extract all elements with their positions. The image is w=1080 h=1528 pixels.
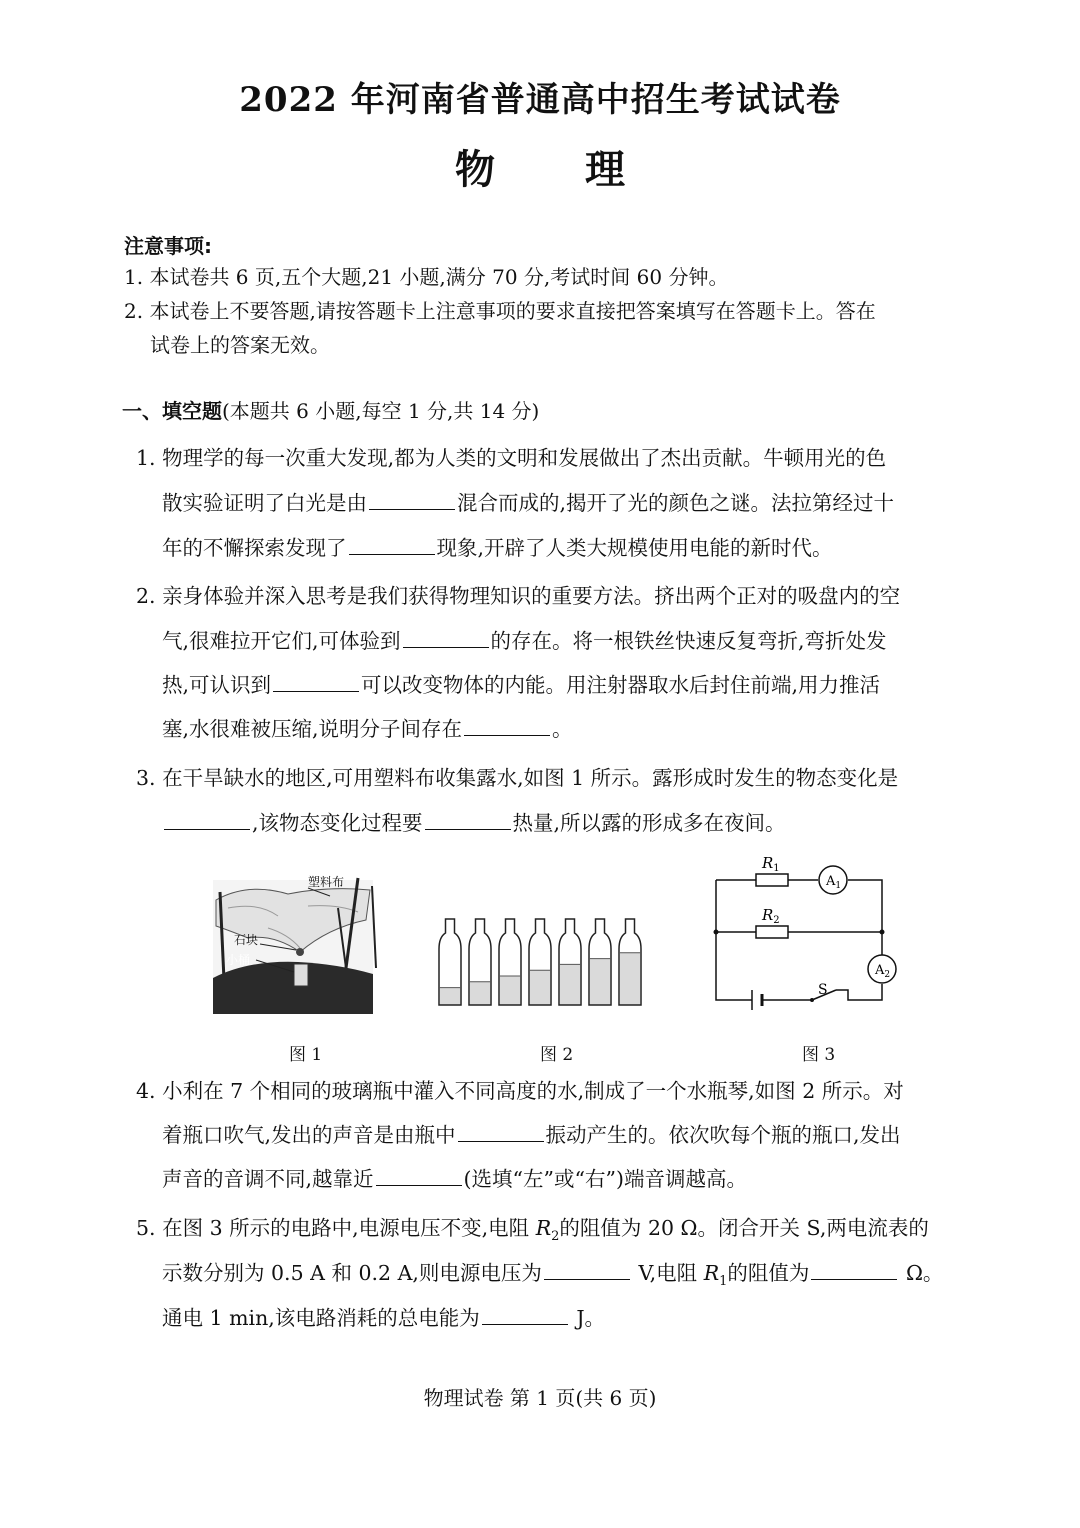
- junction-dot: [880, 930, 885, 935]
- q4-text: 声音的音调不同,越靠近: [162, 1167, 374, 1191]
- answer-blank: [376, 1184, 462, 1186]
- notice-item-1: 1. 本试卷共 6 页,五个大题,21 小题,满分 70 分,考试时间 60 分钟。: [124, 265, 729, 289]
- q2-line-4: [162, 712, 573, 742]
- q1-line-2: [162, 486, 894, 516]
- q4-line-2: [162, 1118, 901, 1148]
- q5-text: J。: [569, 1306, 606, 1330]
- q5-symbol-r: R: [703, 1261, 720, 1285]
- bottle-water: [440, 988, 460, 1005]
- q1-text: 混合而成的,揭开了光的颜色之谜。法拉第经过十: [457, 491, 895, 515]
- q5-text: 通电 1 min,该电路消耗的总电能为: [162, 1306, 480, 1330]
- q2-text: 气,很难拉开它们,可体验到: [162, 629, 401, 653]
- fig1-label-stone: 石块: [234, 933, 259, 947]
- fig1-bucket: [294, 964, 308, 986]
- figure-1-dew-collector: [208, 868, 378, 1018]
- section-info: (本题共 6 小题,每空 1 分,共 14 分): [222, 399, 540, 423]
- circuit-wire: [716, 880, 882, 966]
- q2-line-2: [162, 624, 887, 654]
- exam-title: 2022 年河南省普通高中招生考试试卷: [239, 80, 841, 120]
- q2-line-1: 2. 亲身体验并深入思考是我们获得物理知识的重要方法。挤出两个正对的吸盘内的空: [136, 584, 901, 608]
- q2-text: 可以改变物体的内能。用注射器取水后封住前端,用力推活: [361, 673, 881, 697]
- q2-text: 的存在。将一根铁丝快速反复弯折,弯折处发: [490, 629, 887, 653]
- q2-text: 塞,水很难被压缩,说明分子间存在: [162, 717, 463, 741]
- notice-heading: 注意事项:: [124, 234, 212, 258]
- q5-text: 示数分别为 0.5 A 和 0.2 A,则电源电压为: [162, 1261, 542, 1285]
- fig1-stone: [296, 948, 304, 956]
- q5-text: Ω。: [899, 1261, 944, 1285]
- answer-blank: [811, 1278, 897, 1280]
- q4-text: (选填“左”或“右”)端音调越高。: [463, 1167, 747, 1191]
- figure-3-circuit: [708, 848, 898, 1013]
- section-title: 一、填空题: [122, 399, 222, 423]
- notice-item-2: 2. 本试卷上不要答题,请按答题卡上注意事项的要求直接把答案填写在答题卡上。答在: [124, 299, 876, 323]
- q1-text: 散实验证明了白光是由: [162, 491, 367, 515]
- notice-item-2-cont: 试卷上的答案无效。: [150, 333, 330, 357]
- fig1-label-bucket: 小桶: [226, 953, 251, 967]
- figure-1-caption: 图 1: [289, 1045, 323, 1065]
- q5-symbol-r: R: [535, 1216, 552, 1240]
- answer-blank: [349, 553, 435, 555]
- q2-line-3: [162, 668, 880, 698]
- q5-line-1: [136, 1211, 929, 1244]
- q4-text: 振动产生的。依次吹每个瓶的瓶口,发出: [545, 1123, 901, 1147]
- q5-text: V,电阻: [631, 1261, 704, 1285]
- label-switch: S: [818, 982, 828, 998]
- answer-blank: [464, 734, 550, 736]
- q3-text: 热量,所以露的形成多在夜间。: [512, 811, 786, 835]
- figure-3-caption: 图 3: [802, 1045, 836, 1065]
- label-r1: $R_1$: [762, 854, 780, 874]
- circuit-wire: [716, 880, 882, 1000]
- q4-line-3: [162, 1162, 747, 1192]
- answer-blank: [403, 646, 489, 648]
- q5-line-2: [162, 1256, 943, 1289]
- q1-text: 年的不懈探索发现了: [162, 536, 347, 560]
- label-a1: $A_1$: [826, 874, 842, 891]
- answer-blank: [369, 508, 455, 510]
- q4-text: 着瓶口吹气,发出的声音是由瓶中: [162, 1123, 456, 1147]
- q1-line-1: 1. 物理学的每一次重大发现,都为人类的文明和发展做出了杰出贡献。牛顿用光的色: [136, 446, 887, 470]
- q5-subscript: 1: [719, 1274, 728, 1290]
- bottle-water: [500, 976, 520, 1005]
- figure-2-caption: 图 2: [540, 1045, 574, 1065]
- resistor-r1: [756, 874, 788, 886]
- figure-2-water-bottles: [436, 915, 648, 1011]
- q1-line-3: [162, 531, 833, 561]
- q3-line-2: [162, 806, 786, 836]
- fig1-ground: [213, 962, 373, 1014]
- section-heading: [122, 396, 539, 426]
- bottle-water: [560, 964, 580, 1005]
- junction-dot: [714, 930, 719, 935]
- answer-blank: [164, 828, 250, 830]
- answer-blank: [544, 1278, 630, 1280]
- bottle-water: [590, 959, 610, 1005]
- resistor-r2: [756, 926, 788, 938]
- q5-subscript: 2: [551, 1229, 560, 1245]
- fig1-label-cloth: 塑料布: [308, 875, 345, 889]
- switch-contact: [810, 998, 814, 1002]
- answer-blank: [482, 1323, 568, 1325]
- q5-text: 5. 在图 3 所示的电路中,电源电压不变,电阻: [136, 1216, 536, 1240]
- q3-line-1: 3. 在干旱缺水的地区,可用塑料布收集露水,如图 1 所示。露形成时发生的物态变化是: [136, 766, 899, 790]
- page-footer: 物理试卷 第 1 页(共 6 页): [423, 1386, 657, 1410]
- q5-text: 的阻值为 20 Ω。闭合开关 S,两电流表的: [559, 1216, 929, 1240]
- label-a2: $A_2$: [875, 963, 891, 980]
- label-r2: $R_2$: [762, 906, 780, 926]
- q5-line-3: [162, 1301, 605, 1331]
- bottle-water: [470, 982, 490, 1005]
- answer-blank: [458, 1140, 544, 1142]
- answer-blank: [425, 828, 511, 830]
- q1-text: 现象,开辟了人类大规模使用电能的新时代。: [436, 536, 833, 560]
- q5-text: 的阻值为: [727, 1261, 810, 1285]
- q4-line-1: 4. 小利在 7 个相同的玻璃瓶中灌入不同高度的水,制成了一个水瓶琴,如图 2 所示。对: [136, 1079, 904, 1103]
- q3-text: ,该物态变化过程要: [252, 811, 423, 835]
- q2-text: 。: [552, 717, 573, 741]
- subject-title: 物理: [455, 146, 715, 193]
- q2-text: 热,可认识到: [162, 673, 272, 697]
- bottle-water: [530, 970, 550, 1005]
- answer-blank: [273, 690, 359, 692]
- bottle-water: [620, 953, 640, 1005]
